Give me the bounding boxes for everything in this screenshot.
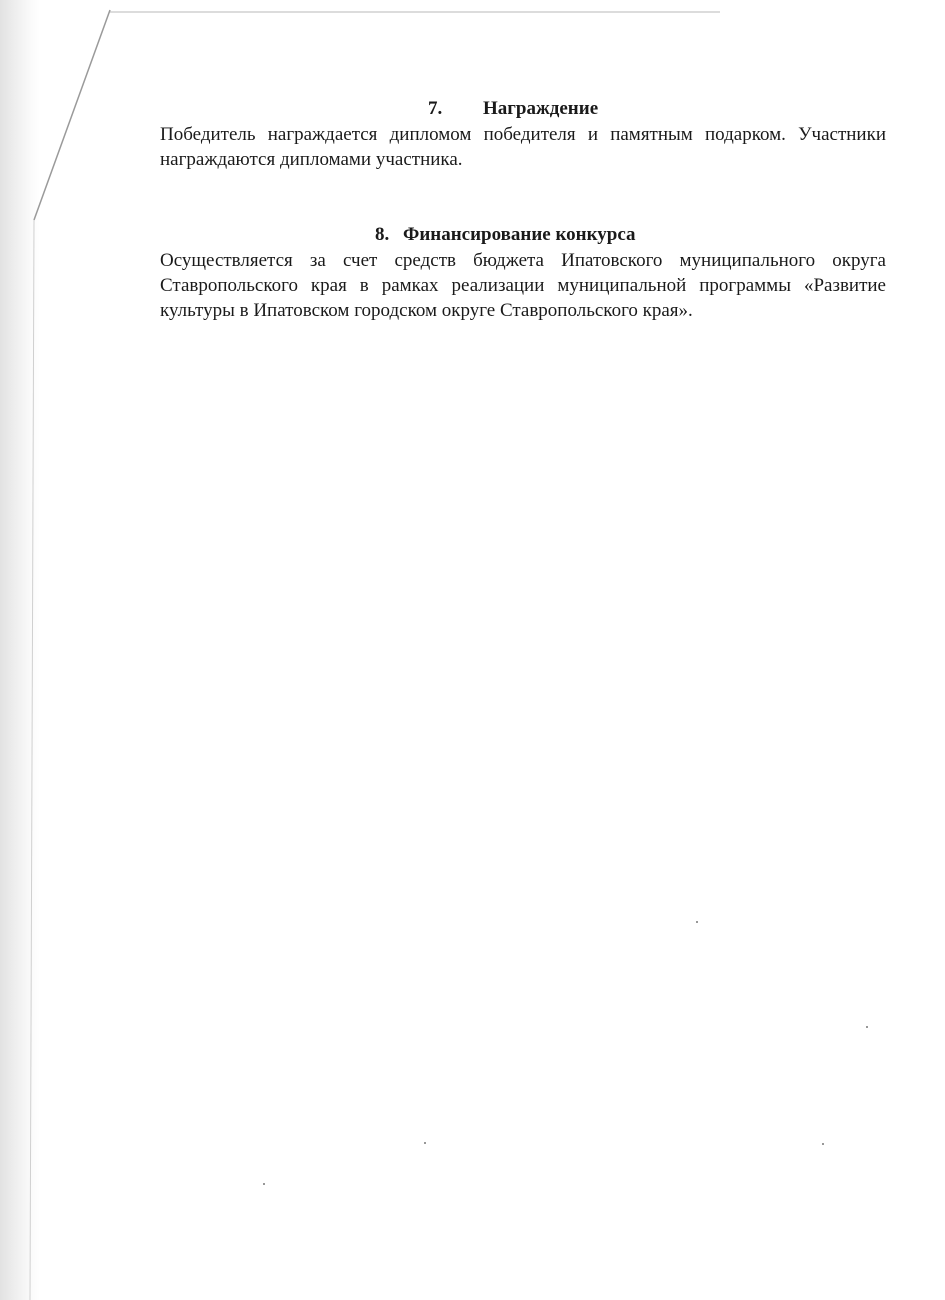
scan-speck	[822, 1143, 824, 1145]
section-heading	[160, 222, 886, 248]
scan-speck	[696, 921, 698, 923]
section-awards	[160, 96, 886, 172]
scan-speck	[263, 1183, 265, 1185]
document-body	[160, 96, 886, 323]
section-financing	[160, 222, 886, 323]
scan-speck	[866, 1026, 868, 1028]
scan-speck	[424, 1142, 426, 1144]
section-title: Финансирование конкурса	[403, 224, 636, 245]
section-paragraph: Осуществляется за счет средств бюджета Ипатовского муниципального округа Ставропольского края в рамках реализации муниципальной программы «Развитие культуры в Ипатовском городском округе Ставропольского края».	[160, 250, 886, 321]
scan-left-shadow	[0, 0, 40, 1300]
section-number: 8.	[375, 224, 390, 245]
section-paragraph: Победитель награждается дипломом победителя и памятным подарком. Участники награждаются дипломами участника.	[160, 124, 886, 170]
section-number: 7.	[428, 98, 443, 119]
section-heading	[160, 96, 886, 122]
section-title: Награждение	[483, 98, 599, 119]
